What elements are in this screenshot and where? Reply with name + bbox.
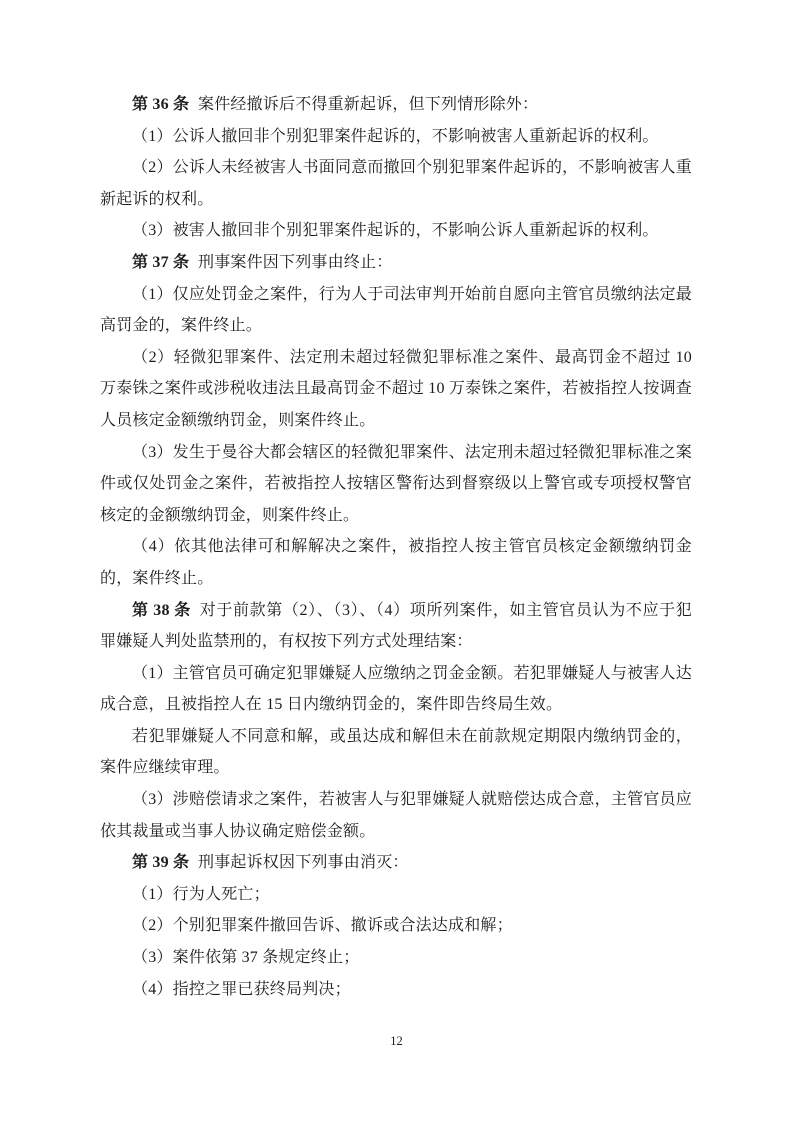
article-38-text: 对于前款第（2）、（3）、（4）项所列案件，如主管官员认为不应于犯罪嫌疑人判处监禁刑的，有权按下列方式处理结案： bbox=[100, 601, 693, 651]
article-36-number: 第 36 条 bbox=[132, 96, 190, 113]
article-39-item-2: （2）个别犯罪案件撤回告诉、撤诉或合法达成和解； bbox=[132, 917, 513, 935]
article-38-item-3: （3）涉赔偿请求之案件，若被害人与犯罪嫌疑人就赔偿达成合意，主管官员应依其裁量或当事人协议确定赔偿金额。 bbox=[100, 791, 692, 840]
article-36-item-1: （1）公诉人撤回非个别犯罪案件起诉的，不影响被害人重新起诉的权利。 bbox=[132, 127, 659, 145]
article-38-number: 第 38 条 bbox=[132, 601, 191, 619]
article-39-item-4: （4）指控之罪已获终局判决； bbox=[132, 980, 351, 998]
article-37-item-1: （1）仅应处罚金之案件，行为人于司法审判开始前自愿向主管官员缴纳法定最高罚金的，案件终止。 bbox=[100, 285, 692, 335]
article-39-heading bbox=[100, 847, 692, 879]
article-37-text: 刑事案件因下列事由终止： bbox=[198, 253, 393, 271]
article-37-heading bbox=[100, 247, 692, 279]
article-39-number: 第 39 条 bbox=[132, 854, 190, 872]
article-38-heading bbox=[100, 595, 692, 658]
article-37-number: 第 37 条 bbox=[132, 253, 190, 271]
article-36-item-3: （3）被害人撤回非个别犯罪案件起诉的，不影响公诉人重新起诉的权利。 bbox=[132, 222, 659, 240]
document-body bbox=[100, 89, 692, 1005]
page-number: 12 bbox=[390, 1034, 403, 1048]
article-36-text: 案件经撤诉后不得重新起诉，但下列情形除外： bbox=[198, 96, 539, 113]
article-38-item-1-continuation: 若犯罪嫌疑人不同意和解，或虽达成和解但未在前款规定期限内缴纳罚金的，案件应继续审理。 bbox=[100, 727, 692, 777]
article-37-item-3: （3）发生于曼谷大都会辖区的轻微犯罪案件、法定刑未超过轻微犯罪标准之案件或仅处罚金之案件，若被指控人按辖区警衔达到督察级以上警官或专项授权警官核定的金额缴纳罚金，则案件终止。 bbox=[100, 443, 692, 524]
article-37-item-2: （2）轻微犯罪案件、法定刑未超过轻微犯罪标准之案件、最高罚金不超过 10 万泰铢之案件或涉税收违法且最高罚金不超过 10 万泰铢之案件，若被指控人按调查人员核定金额缴纳罚金，则案件终止。 bbox=[100, 348, 692, 429]
article-39-text: 刑事起诉权因下列事由消灭： bbox=[198, 854, 409, 872]
article-37-item-4: （4）依其他法律可和解解决之案件，被指控人按主管官员核定金额缴纳罚金的，案件终止。 bbox=[100, 538, 692, 587]
article-36-item-2: （2）公诉人未经被害人书面同意而撤回个别犯罪案件起诉的，不影响被害人重新起诉的权利。 bbox=[100, 159, 692, 208]
article-39-item-1: （1）行为人死亡； bbox=[132, 885, 270, 903]
article-39-item-3: （3）案件依第 37 条规定终止； bbox=[132, 949, 360, 967]
article-38-item-1: （1）主管官员可确定犯罪嫌疑人应缴纳之罚金金额。若犯罪嫌疑人与被害人达成合意，且被指控人在 15 日内缴纳罚金的，案件即告终局生效。 bbox=[100, 664, 692, 714]
article-36-heading bbox=[100, 89, 692, 121]
